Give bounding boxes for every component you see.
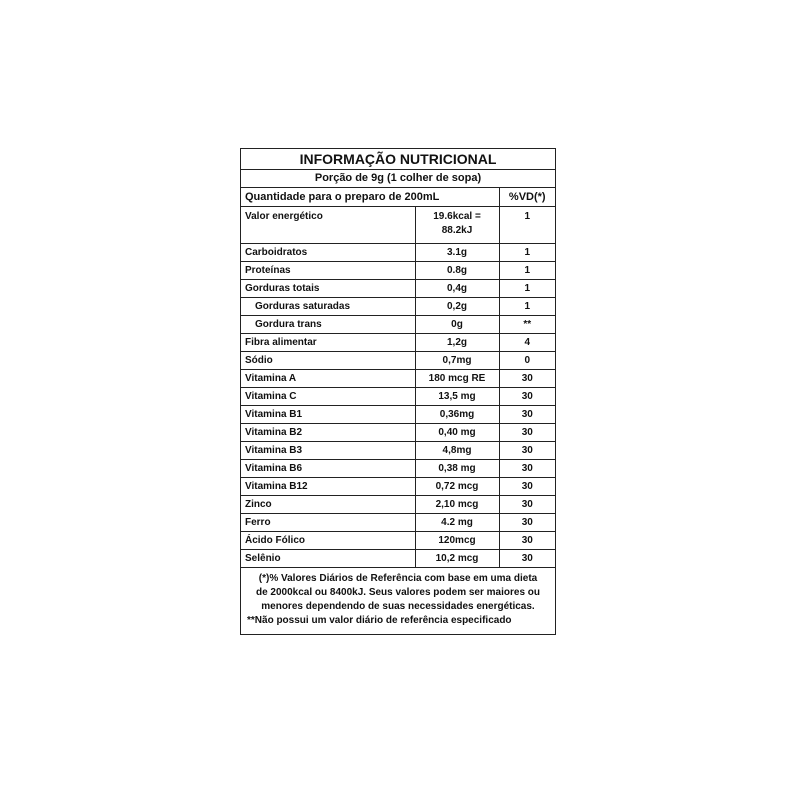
nutrient-amount: 4.2 mg xyxy=(415,514,499,532)
nutrient-vd: 30 xyxy=(499,370,555,388)
table-row xyxy=(241,244,555,262)
nutrient-name: Sódio xyxy=(241,352,415,370)
table-row xyxy=(241,334,555,352)
nutrient-name: Vitamina B3 xyxy=(241,442,415,460)
nutrient-name: Vitamina A xyxy=(241,370,415,388)
nutrient-amount xyxy=(415,207,499,244)
table-row xyxy=(241,532,555,550)
nutrient-vd: 1 xyxy=(499,280,555,298)
nutrient-name: Ácido Fólico xyxy=(241,532,415,550)
nutrient-name: Proteínas xyxy=(241,262,415,280)
nutrient-vd: 1 xyxy=(499,262,555,280)
table-row xyxy=(241,460,555,478)
nutrient-amount: 0.8g xyxy=(415,262,499,280)
label-title: INFORMAÇÃO NUTRICIONAL xyxy=(241,149,555,170)
energy-kcal: 19.6kcal = xyxy=(433,211,481,222)
nutrient-amount: 0,2g xyxy=(415,298,499,316)
nutrient-amount: 0g xyxy=(415,316,499,334)
nutrient-name: Ferro xyxy=(241,514,415,532)
table-row xyxy=(241,496,555,514)
nutrient-name: Vitamina B2 xyxy=(241,424,415,442)
nutrient-vd: 30 xyxy=(499,514,555,532)
table-row xyxy=(241,424,555,442)
nutrient-amount: 0,72 mcg xyxy=(415,478,499,496)
table-row-energy xyxy=(241,207,555,244)
footnote-line: menores dependendo de suas necessidades energéticas. xyxy=(261,601,535,612)
nutrient-vd: ** xyxy=(499,316,555,334)
table-row xyxy=(241,370,555,388)
nutrient-vd: 30 xyxy=(499,478,555,496)
table-row xyxy=(241,298,555,316)
nutrient-name: Vitamina C xyxy=(241,388,415,406)
nutrient-amount: 0,36mg xyxy=(415,406,499,424)
nutrient-name: Carboidratos xyxy=(241,244,415,262)
nutrient-name: Gorduras totais xyxy=(241,280,415,298)
nutrient-amount: 0,7mg xyxy=(415,352,499,370)
footnote-line: **Não possui um valor diário de referência especificado xyxy=(247,615,512,626)
nutrient-name: Gordura trans xyxy=(241,316,415,334)
nutrient-vd: 30 xyxy=(499,406,555,424)
portion-size: Porção de 9g (1 colher de sopa) xyxy=(241,170,555,188)
nutrition-table xyxy=(241,188,555,568)
nutrient-name: Zinco xyxy=(241,496,415,514)
footnote-line: de 2000kcal ou 8400kJ. Seus valores podem ser maiores ou xyxy=(255,587,541,598)
table-row xyxy=(241,388,555,406)
nutrient-amount: 10,2 mcg xyxy=(415,550,499,568)
nutrient-vd: 30 xyxy=(499,388,555,406)
table-row xyxy=(241,442,555,460)
table-row xyxy=(241,280,555,298)
nutrient-amount: 180 mcg RE xyxy=(415,370,499,388)
nutrient-amount: 0,4g xyxy=(415,280,499,298)
nutrient-amount: 120mcg xyxy=(415,532,499,550)
vd-header: %VD(*) xyxy=(499,188,555,207)
nutrient-name: Valor energético xyxy=(241,207,415,244)
nutrient-amount: 1,2g xyxy=(415,334,499,352)
nutrient-name: Vitamina B6 xyxy=(241,460,415,478)
nutrient-name: Vitamina B12 xyxy=(241,478,415,496)
footnote xyxy=(241,568,555,634)
nutrient-vd: 1 xyxy=(499,244,555,262)
table-header-row xyxy=(241,188,555,207)
table-row xyxy=(241,514,555,532)
table-row xyxy=(241,478,555,496)
nutrient-name: Fibra alimentar xyxy=(241,334,415,352)
nutrient-name: Vitamina B1 xyxy=(241,406,415,424)
table-row xyxy=(241,262,555,280)
nutrition-facts-label xyxy=(240,148,556,635)
nutrient-vd: 30 xyxy=(499,442,555,460)
nutrient-vd: 1 xyxy=(499,298,555,316)
footnote-line: (*)% Valores Diários de Referência com base em uma dieta xyxy=(258,573,538,584)
nutrient-name: Selênio xyxy=(241,550,415,568)
nutrient-amount: 13,5 mg xyxy=(415,388,499,406)
nutrient-vd: 30 xyxy=(499,460,555,478)
nutrient-amount: 2,10 mcg xyxy=(415,496,499,514)
nutrient-vd: 30 xyxy=(499,496,555,514)
nutrient-amount: 0,40 mg xyxy=(415,424,499,442)
nutrient-vd: 30 xyxy=(499,532,555,550)
nutrient-vd: 4 xyxy=(499,334,555,352)
quantity-header: Quantidade para o preparo de 200mL xyxy=(241,188,499,207)
table-row xyxy=(241,406,555,424)
nutrient-vd: 0 xyxy=(499,352,555,370)
table-row xyxy=(241,352,555,370)
nutrient-amount: 4,8mg xyxy=(415,442,499,460)
nutrient-vd: 30 xyxy=(499,424,555,442)
nutrient-name: Gorduras saturadas xyxy=(241,298,415,316)
nutrient-vd: 1 xyxy=(499,207,555,244)
nutrient-vd: 30 xyxy=(499,550,555,568)
energy-kj: 88.2kJ xyxy=(441,225,473,236)
table-row xyxy=(241,316,555,334)
table-row xyxy=(241,550,555,568)
nutrient-amount: 0,38 mg xyxy=(415,460,499,478)
nutrient-amount: 3.1g xyxy=(415,244,499,262)
